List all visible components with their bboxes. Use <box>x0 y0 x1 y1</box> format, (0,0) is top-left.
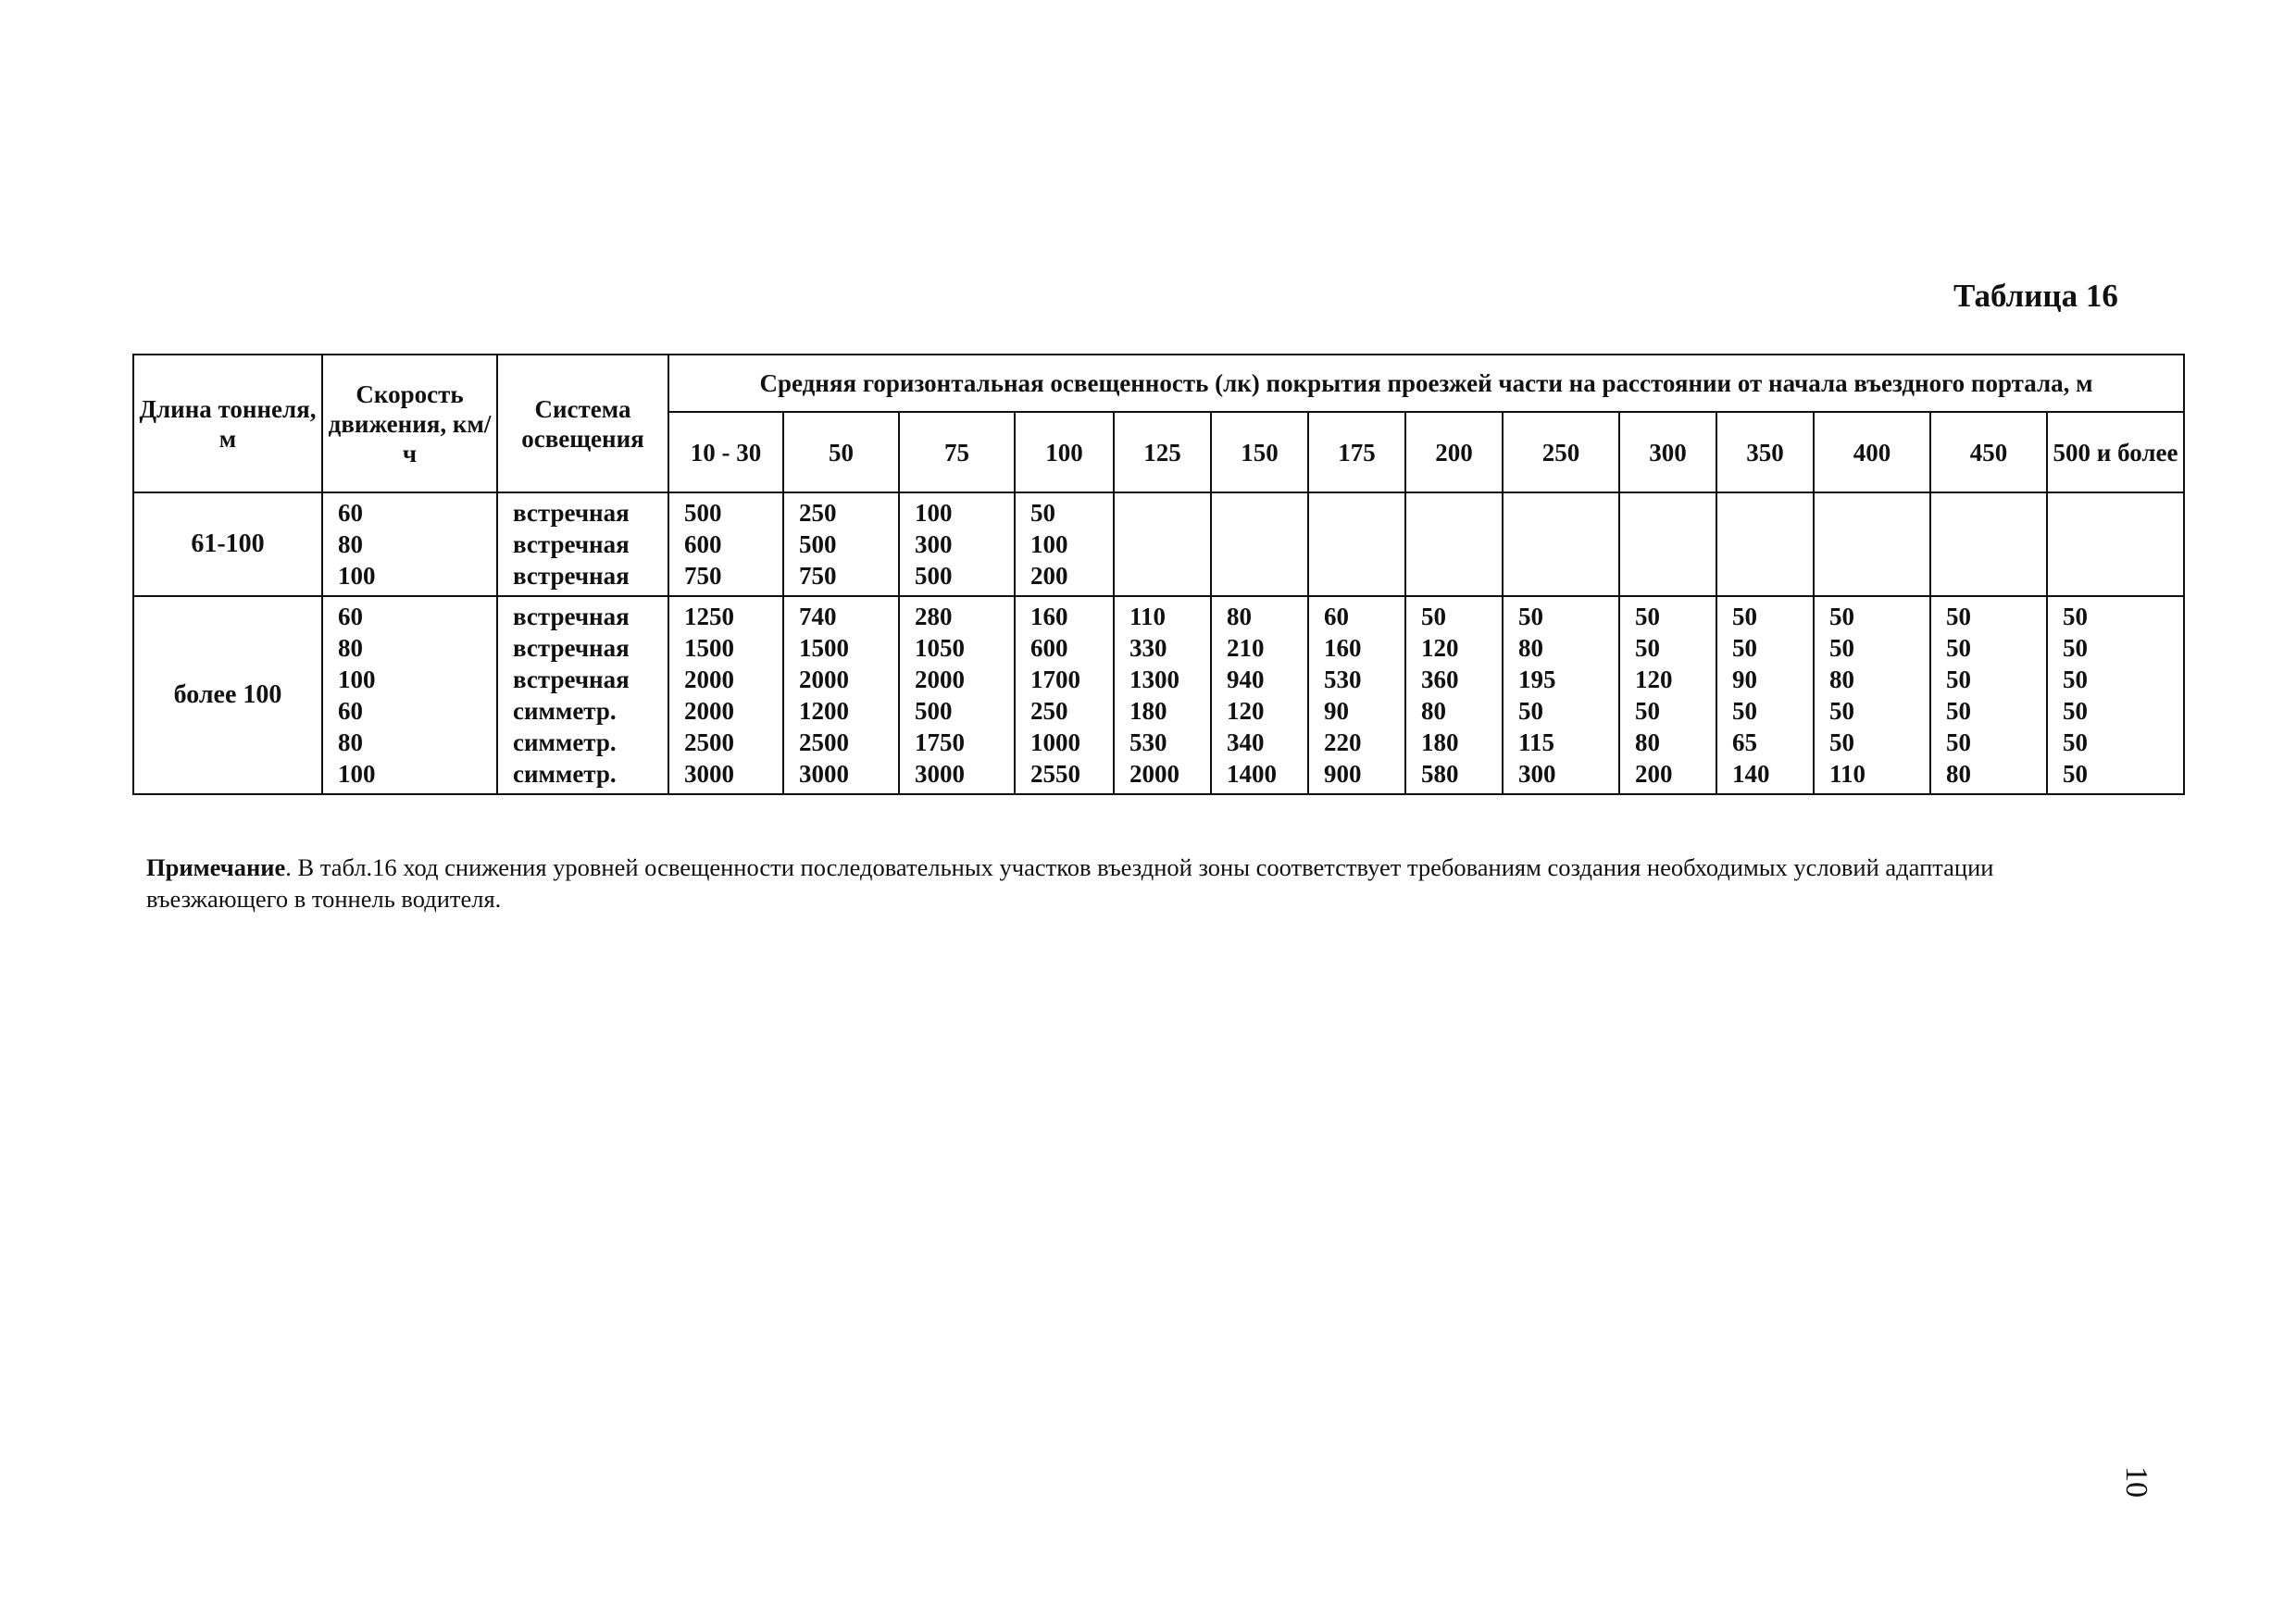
system-cell-value: встречная <box>513 562 630 590</box>
illuminance-cell-value: 50 <box>1946 666 1971 693</box>
header-distance: 350 <box>1716 412 1814 492</box>
illuminance-cell <box>2047 492 2184 596</box>
speed-cell <box>322 492 497 596</box>
illuminance-cell-value: 50 <box>1518 697 1543 725</box>
illuminance-cell-value: 80 <box>1421 697 1446 725</box>
illuminance-cell-value: 120 <box>1227 697 1265 725</box>
speed-cell-value: 100 <box>338 562 376 590</box>
note-text: В табл.16 ход снижения уровней освещенности последовательных участков въездной зоны соответствует требованиям создания необходимых условий адаптации въезжающего в тоннель водителя. <box>146 853 1994 913</box>
illuminance-cell-value: 50 <box>1518 603 1543 630</box>
header-distance: 150 <box>1211 412 1308 492</box>
system-cell-value: симметр. <box>513 760 617 788</box>
illuminance-cell-value: 2000 <box>915 666 965 693</box>
system-cell <box>497 596 668 794</box>
speed-cell-value: 80 <box>338 530 363 558</box>
illuminance-cell-value: 500 <box>684 499 722 527</box>
illuminance-cell-value: 1300 <box>1129 666 1179 693</box>
illuminance-cell <box>1211 492 1308 596</box>
illuminance-cell <box>783 492 899 596</box>
illuminance-cell-value: 50 <box>1946 697 1971 725</box>
illuminance-cell-value: 50 <box>1829 603 1854 630</box>
speed-cell-value: 60 <box>338 499 363 527</box>
illuminance-cell-value: 120 <box>1635 666 1673 693</box>
illuminance-cell <box>1114 492 1211 596</box>
illuminance-cell <box>1211 596 1308 794</box>
header-distance: 125 <box>1114 412 1211 492</box>
illuminance-cell-value: 900 <box>1324 760 1362 788</box>
illuminance-cell <box>1814 596 1930 794</box>
illuminance-cell-value: 50 <box>1829 634 1854 662</box>
illuminance-cell <box>1716 492 1814 596</box>
illuminance-cell-value: 1500 <box>799 634 849 662</box>
illuminance-cell-value: 740 <box>799 603 837 630</box>
speed-cell-value: 80 <box>338 634 363 662</box>
table-row <box>133 596 2184 794</box>
illuminance-cell-value: 1400 <box>1227 760 1277 788</box>
illuminance-cell-value: 80 <box>1518 634 1543 662</box>
illuminance-cell-value: 65 <box>1732 728 1757 756</box>
header-system: Система освещения <box>497 355 668 492</box>
illuminance-cell-value: 115 <box>1518 728 1555 756</box>
illuminance-cell-value: 50 <box>1946 634 1971 662</box>
speed-cell <box>322 596 497 794</box>
illuminance-cell-value: 50 <box>1635 634 1660 662</box>
illuminance-cell <box>1716 596 1814 794</box>
illuminance-cell <box>2047 596 2184 794</box>
header-distance: 10 - 30 <box>668 412 783 492</box>
illuminance-cell-value: 1700 <box>1030 666 1080 693</box>
speed-cell-value: 100 <box>338 666 376 693</box>
illuminance-cell-value: 80 <box>1946 760 1971 788</box>
system-cell-value: встречная <box>513 603 630 630</box>
system-cell-value: симметр. <box>513 697 617 725</box>
speed-cell-value: 100 <box>338 760 376 788</box>
speed-cell-value: 60 <box>338 603 363 630</box>
header-distance: 400 <box>1814 412 1930 492</box>
illuminance-cell-value: 100 <box>915 499 953 527</box>
illuminance-cell-value: 100 <box>1030 530 1068 558</box>
header-illuminance: Средняя горизонтальная освещенность (лк) покрытия проезжей части на расстоянии от начала въездного портала, м <box>668 355 2184 412</box>
illuminance-cell-value: 90 <box>1732 666 1757 693</box>
illuminance-cell-value: 50 <box>1732 697 1757 725</box>
illuminance-cell <box>783 596 899 794</box>
header-distance: 250 <box>1503 412 1619 492</box>
speed-cell-value: 80 <box>338 728 363 756</box>
illuminance-cell <box>899 596 1015 794</box>
system-cell-value: встречная <box>513 530 630 558</box>
illuminance-cell-value: 1250 <box>684 603 734 630</box>
illuminance-cell <box>1503 492 1619 596</box>
tunnel-length-cell: 61-100 <box>133 492 322 596</box>
illuminance-cell-value: 50 <box>1829 697 1854 725</box>
header-distance: 500 и более <box>2047 412 2184 492</box>
illuminance-cell <box>668 596 783 794</box>
illuminance-cell-value: 2000 <box>799 666 849 693</box>
illuminance-cell-value: 50 <box>1030 499 1055 527</box>
illuminance-cell-value: 360 <box>1421 666 1459 693</box>
illuminance-cell <box>1619 596 1716 794</box>
illuminance-cell <box>1015 596 1114 794</box>
illuminance-cell <box>1308 492 1405 596</box>
illuminance-cell-value: 1200 <box>799 697 849 725</box>
illuminance-cell-value: 180 <box>1421 728 1459 756</box>
illuminance-cell-value: 80 <box>1635 728 1660 756</box>
illuminance-cell-value: 530 <box>1324 666 1362 693</box>
illuminance-cell-value: 50 <box>2063 634 2088 662</box>
system-cell-value: встречная <box>513 634 630 662</box>
illuminance-cell-value: 2000 <box>684 666 734 693</box>
illuminance-cell-value: 180 <box>1129 697 1167 725</box>
illuminance-cell <box>1308 596 1405 794</box>
illuminance-cell-value: 90 <box>1324 697 1349 725</box>
header-length: Длина тоннеля, м <box>133 355 322 492</box>
illuminance-cell <box>1930 492 2047 596</box>
illuminance-cell-value: 1750 <box>915 728 965 756</box>
header-distance: 100 <box>1015 412 1114 492</box>
illuminance-cell-value: 280 <box>915 603 953 630</box>
illuminance-cell <box>1930 596 2047 794</box>
illuminance-cell-value: 50 <box>2063 760 2088 788</box>
tunnel-length-cell: более 100 <box>133 596 322 794</box>
system-cell-value: встречная <box>513 666 630 693</box>
illuminance-cell-value: 210 <box>1227 634 1265 662</box>
illuminance-cell <box>1503 596 1619 794</box>
system-cell <box>497 492 668 596</box>
illuminance-cell-value: 3000 <box>684 760 734 788</box>
illuminance-cell-value: 2500 <box>799 728 849 756</box>
illuminance-cell-value: 50 <box>1421 603 1446 630</box>
illuminance-cell-value: 2500 <box>684 728 734 756</box>
table-row <box>133 492 2184 596</box>
illuminance-cell-value: 50 <box>2063 728 2088 756</box>
header-distance: 175 <box>1308 412 1405 492</box>
illuminance-cell-value: 50 <box>2063 666 2088 693</box>
illuminance-cell-value: 60 <box>1324 603 1349 630</box>
illuminance-cell-value: 50 <box>1946 728 1971 756</box>
illuminance-cell <box>1405 596 1503 794</box>
illuminance-cell-value: 200 <box>1030 562 1068 590</box>
illuminance-cell-value: 50 <box>1732 603 1757 630</box>
header-distance: 200 <box>1405 412 1503 492</box>
illuminance-cell-value: 250 <box>799 499 837 527</box>
illuminance-cell-value: 110 <box>1829 760 1866 788</box>
illuminance-table <box>132 354 2185 795</box>
illuminance-cell <box>1619 492 1716 596</box>
speed-cell-value: 60 <box>338 697 363 725</box>
illuminance-cell-value: 50 <box>1635 697 1660 725</box>
page-number: 10 <box>2119 1466 2153 1498</box>
illuminance-cell-value: 300 <box>915 530 953 558</box>
illuminance-cell-value: 500 <box>915 562 953 590</box>
system-cell-value: встречная <box>513 499 630 527</box>
illuminance-cell <box>1405 492 1503 596</box>
illuminance-cell-value: 300 <box>1518 760 1556 788</box>
illuminance-cell-value: 330 <box>1129 634 1167 662</box>
illuminance-cell-value: 200 <box>1635 760 1673 788</box>
illuminance-cell-value: 2000 <box>1129 760 1179 788</box>
note: Примечание. В табл.16 ход снижения уровней освещенности последовательных участков въездной зоны соответствует требованиям создания необходимых условий адаптации въезжающего в тоннель водителя. <box>146 853 1994 913</box>
header-distance: 450 <box>1930 412 2047 492</box>
illuminance-cell-value: 80 <box>1227 603 1252 630</box>
system-cell-value: симметр. <box>513 728 617 756</box>
illuminance-cell-value: 1000 <box>1030 728 1080 756</box>
header-distance: 300 <box>1619 412 1716 492</box>
illuminance-cell-value: 1050 <box>915 634 965 662</box>
header-distance: 75 <box>899 412 1015 492</box>
illuminance-cell-value: 220 <box>1324 728 1362 756</box>
note-label: Примечание <box>146 853 286 881</box>
header-speed: Скорость движения, км/ч <box>322 355 497 492</box>
illuminance-cell-value: 600 <box>1030 634 1068 662</box>
illuminance-cell <box>668 492 783 596</box>
illuminance-cell-value: 750 <box>684 562 722 590</box>
illuminance-cell-value: 110 <box>1129 603 1167 630</box>
illuminance-cell-value: 50 <box>1946 603 1971 630</box>
illuminance-cell <box>1814 492 1930 596</box>
illuminance-cell-value: 50 <box>2063 603 2088 630</box>
illuminance-cell-value: 80 <box>1829 666 1854 693</box>
illuminance-cell-value: 160 <box>1030 603 1068 630</box>
illuminance-cell-value: 500 <box>915 697 953 725</box>
illuminance-cell <box>1114 596 1211 794</box>
illuminance-cell-value: 580 <box>1421 760 1459 788</box>
table-caption: Таблица 16 <box>1953 278 2118 314</box>
illuminance-cell-value: 3000 <box>799 760 849 788</box>
illuminance-cell-value: 2000 <box>684 697 734 725</box>
illuminance-cell-value: 1500 <box>684 634 734 662</box>
header-distance: 50 <box>783 412 899 492</box>
illuminance-cell-value: 3000 <box>915 760 965 788</box>
illuminance-cell-value: 500 <box>799 530 837 558</box>
illuminance-cell-value: 600 <box>684 530 722 558</box>
illuminance-cell-value: 250 <box>1030 697 1068 725</box>
illuminance-cell-value: 940 <box>1227 666 1265 693</box>
illuminance-cell <box>1015 492 1114 596</box>
illuminance-cell-value: 530 <box>1129 728 1167 756</box>
illuminance-cell-value: 340 <box>1227 728 1265 756</box>
illuminance-cell-value: 140 <box>1732 760 1770 788</box>
illuminance-cell-value: 160 <box>1324 634 1362 662</box>
illuminance-cell-value: 120 <box>1421 634 1459 662</box>
illuminance-cell-value: 50 <box>1732 634 1757 662</box>
illuminance-cell <box>899 492 1015 596</box>
illuminance-cell-value: 2550 <box>1030 760 1080 788</box>
illuminance-cell-value: 195 <box>1518 666 1556 693</box>
illuminance-cell-value: 750 <box>799 562 837 590</box>
illuminance-cell-value: 50 <box>1829 728 1854 756</box>
illuminance-cell-value: 50 <box>1635 603 1660 630</box>
illuminance-cell-value: 50 <box>2063 697 2088 725</box>
